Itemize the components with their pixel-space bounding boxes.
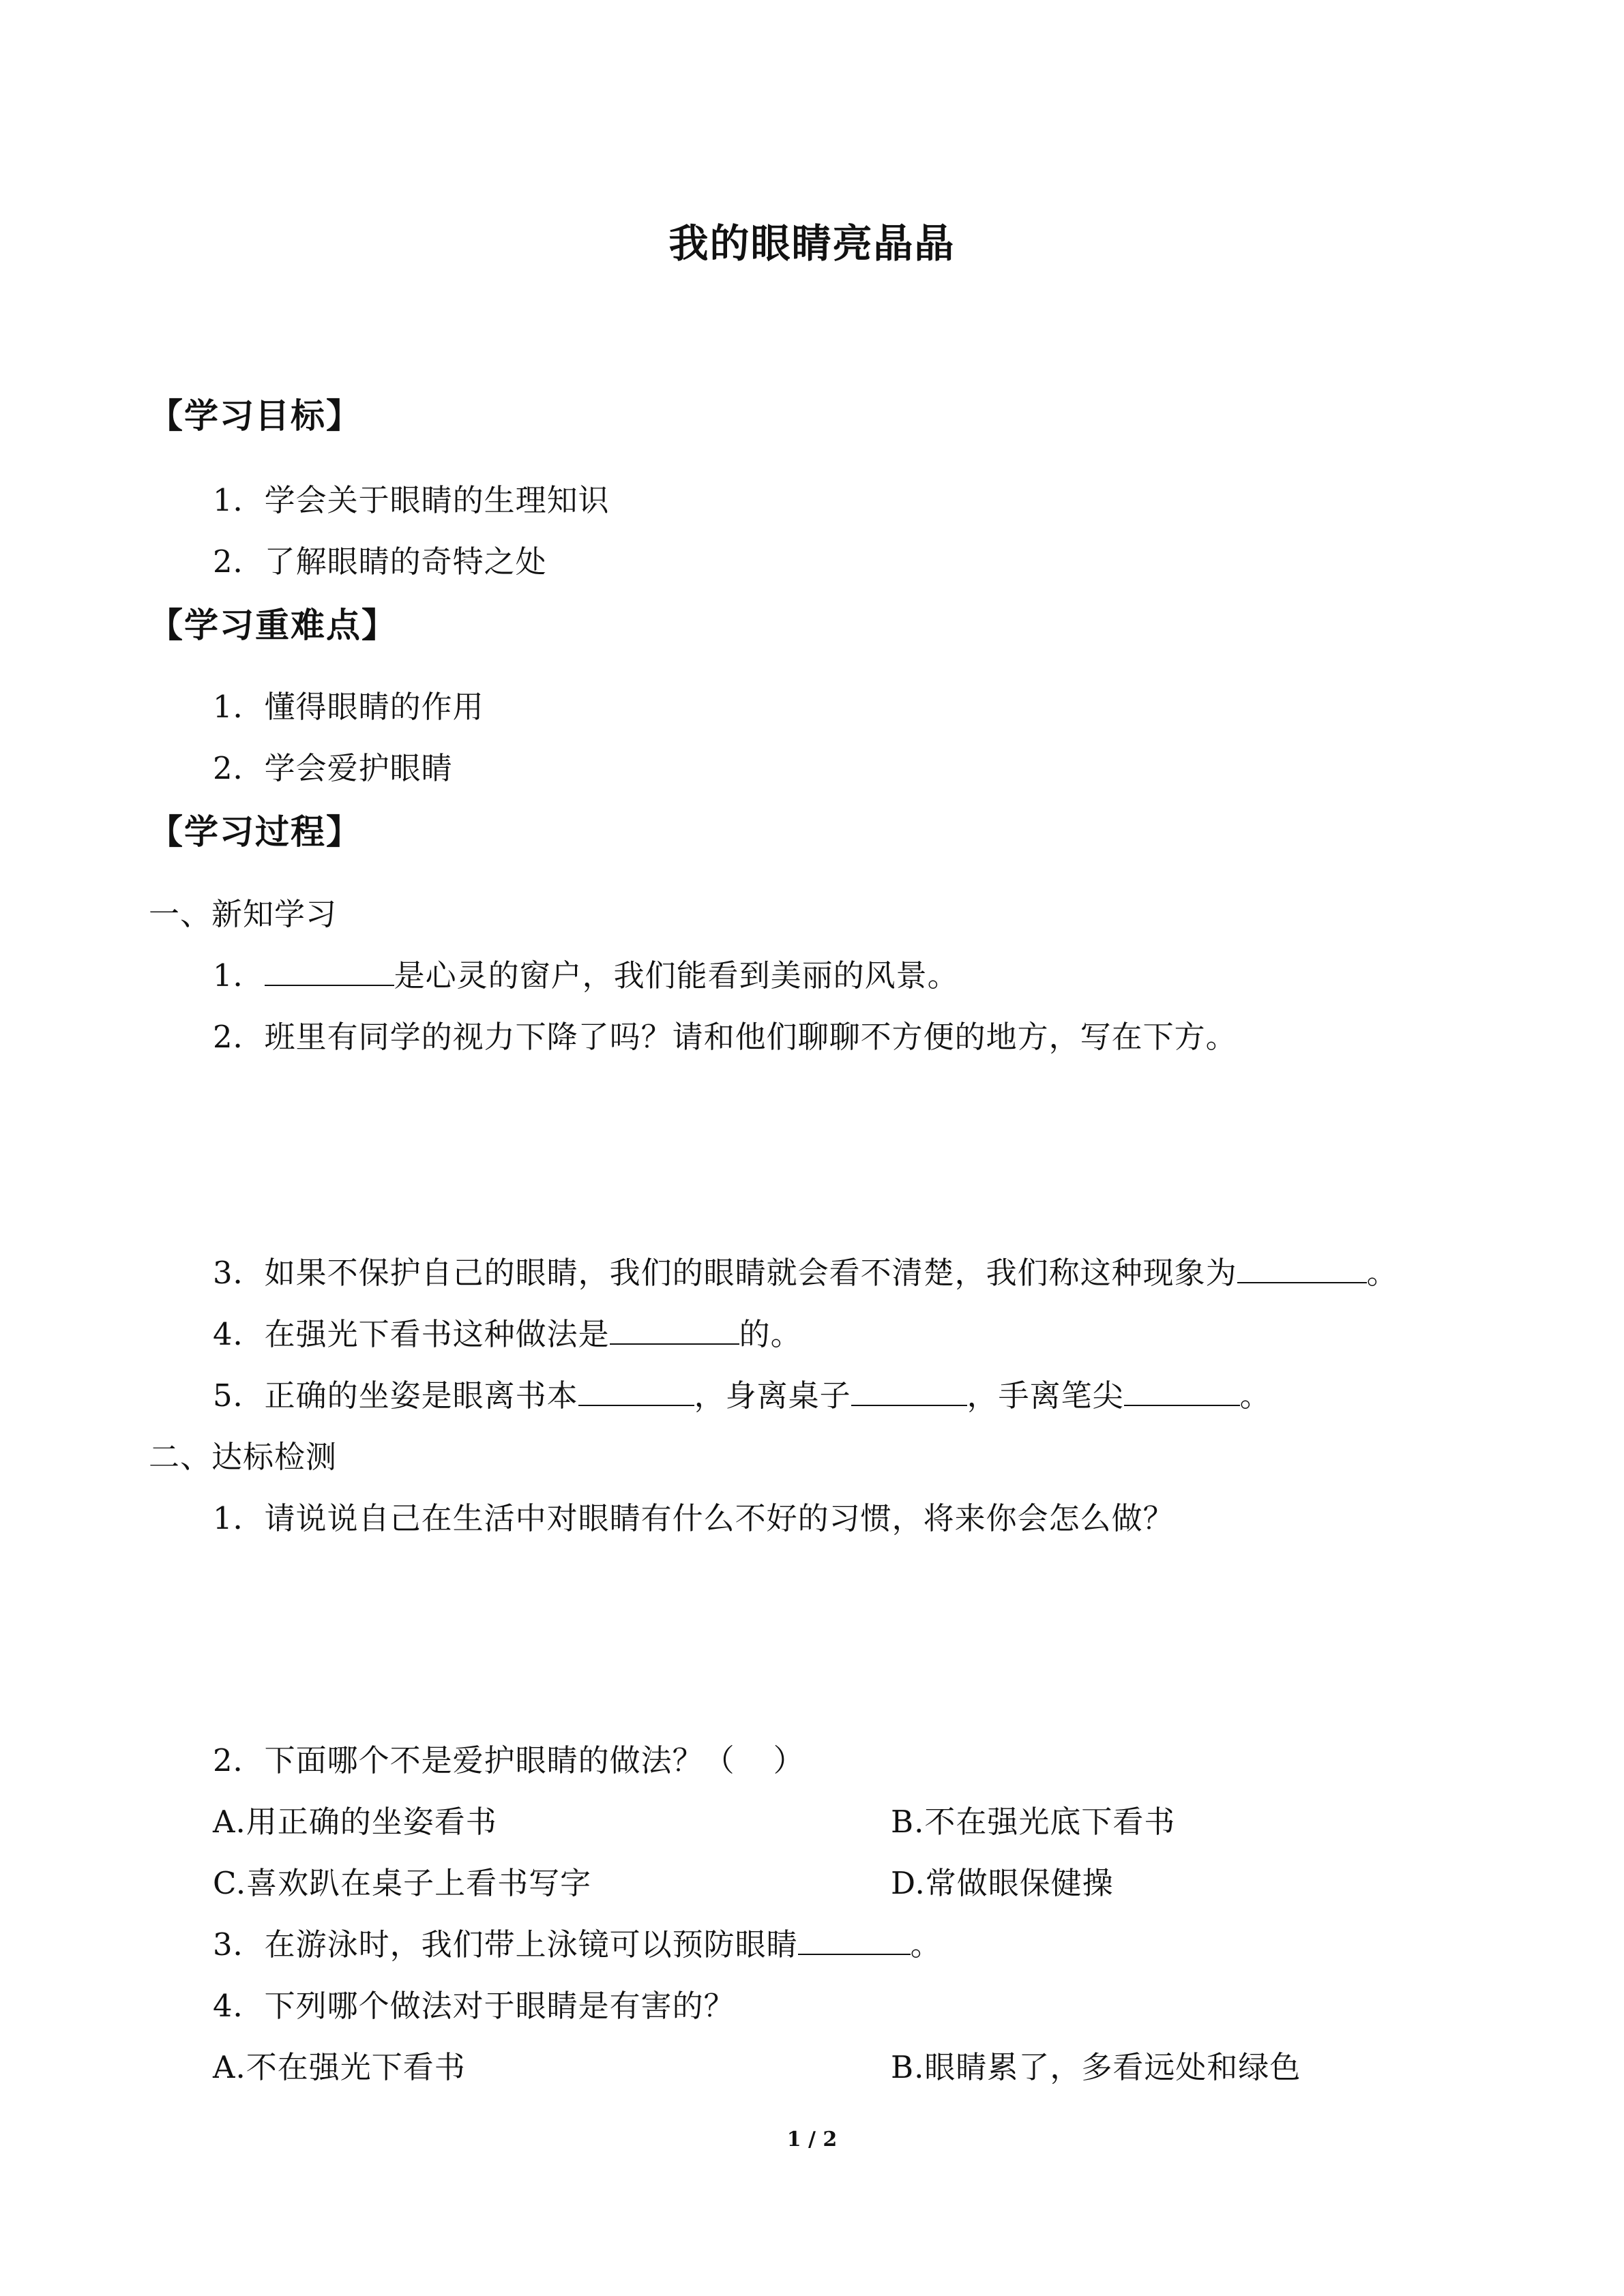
key-points-heading: 【学习重难点】	[149, 606, 397, 645]
q1-prefix: 1．	[213, 957, 265, 994]
key-point-item-2: 2．学会爱护眼睛	[213, 750, 453, 786]
q4-blank[interactable]	[610, 1315, 739, 1345]
q1-blank[interactable]	[265, 956, 394, 986]
p2q4-option-a[interactable]: A.不在强光下看书	[213, 2049, 466, 2085]
q3-suffix: 。	[1366, 1255, 1398, 1291]
q5-prefix: 5．正确的坐姿是眼离书本	[213, 1377, 578, 1414]
objectives-heading: 【学习目标】	[149, 396, 361, 436]
q4-suffix: 的。	[739, 1316, 802, 1352]
p2q4-option-b[interactable]: B.眼睛累了，多看远处和绿色	[891, 2049, 1301, 2085]
p2q2-option-a[interactable]: A.用正确的坐姿看书	[213, 1804, 497, 1840]
p2q2-option-c[interactable]: C.喜欢趴在桌子上看书写字	[213, 1865, 592, 1901]
part2-question-4: 4．下列哪个做法对于眼睛是有害的？	[213, 1988, 735, 2024]
q5-blank-book[interactable]	[578, 1376, 694, 1406]
process-heading: 【学习过程】	[149, 812, 361, 852]
q3-blank[interactable]	[1237, 1253, 1367, 1283]
p2q3-blank[interactable]	[798, 1925, 911, 1955]
q5-mid1: ，身离桌子	[694, 1377, 851, 1414]
p2q2-stem-prefix: 2．下面哪个不是爱护眼睛的做法？（	[213, 1742, 735, 1778]
q5-suffix: 。	[1239, 1377, 1271, 1414]
part1-question-1	[213, 951, 959, 995]
p2q3-suffix: 。	[910, 1926, 942, 1963]
objective-item-2: 2．了解眼睛的奇特之处	[213, 543, 547, 580]
q4-prefix: 4．在强光下看书这种做法是	[213, 1316, 610, 1352]
p2q2-option-d[interactable]: D.常做眼保健操	[891, 1865, 1114, 1901]
part2-question-2	[213, 1735, 805, 1780]
part1-heading: 一、新知学习	[149, 896, 338, 932]
objective-item-1: 1．学会关于眼睛的生理知识	[213, 482, 610, 518]
p2q3-prefix: 3．在游泳时，我们带上泳镜可以预防眼睛	[213, 1926, 798, 1963]
part1-question-3	[213, 1248, 1398, 1292]
part2-heading: 二、达标检测	[149, 1439, 338, 1475]
q5-mid2: ，手离笔尖	[966, 1377, 1124, 1414]
page-title: 我的眼睛亮晶晶	[668, 220, 956, 267]
part1-question-4	[213, 1309, 802, 1354]
p2q2-stem-suffix: ）	[773, 1742, 805, 1778]
p2q2-option-b[interactable]: B.不在强光底下看书	[891, 1804, 1176, 1840]
part1-question-5	[213, 1371, 1271, 1415]
part2-question-3	[213, 1920, 942, 1964]
q3-prefix: 3．如果不保护自己的眼睛，我们的眼睛就会看不清楚，我们称这种现象为	[213, 1255, 1237, 1291]
q5-blank-desk[interactable]	[851, 1376, 967, 1406]
part1-question-2: 2．班里有同学的视力下降了吗？请和他们聊聊不方便的地方，写在下方。	[213, 1019, 1237, 1055]
q5-blank-pen[interactable]	[1124, 1376, 1240, 1406]
key-point-item-1: 1．懂得眼睛的作用	[213, 689, 484, 725]
page-number: 1 / 2	[786, 2128, 838, 2151]
q1-suffix: 是心灵的窗户，我们能看到美丽的风景。	[394, 957, 959, 994]
part2-question-1: 1．请说说自己在生活中对眼睛有什么不好的习惯，将来你会怎么做？	[213, 1500, 1175, 1536]
